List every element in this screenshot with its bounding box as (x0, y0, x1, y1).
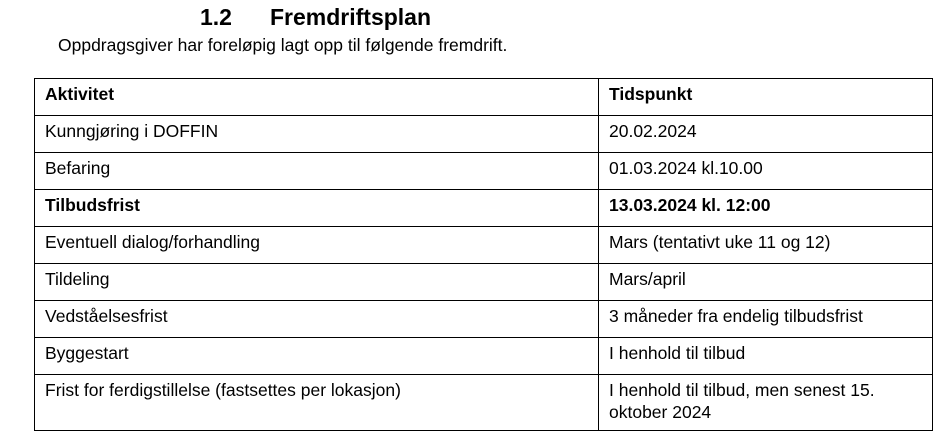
table-row (35, 190, 933, 227)
section-number: 1.2 (200, 4, 232, 30)
intro-paragraph: Oppdragsgiver har foreløpig lagt opp til følgende fremdrift. (58, 35, 508, 55)
time-cell: I henhold til tilbud, men senest 15. oktober 2024 (599, 375, 933, 431)
table-row (35, 338, 933, 375)
time-cell: 20.02.2024 (599, 116, 933, 153)
table-row (35, 375, 933, 431)
section-heading (200, 2, 431, 32)
schedule-table (34, 78, 933, 431)
activity-cell: Frist for ferdigstillelse (fastsettes per lokasjon) (35, 375, 599, 431)
activity-cell: Byggestart (35, 338, 599, 375)
time-cell: Mars (tentativt uke 11 og 12) (599, 227, 933, 264)
table-row (35, 153, 933, 190)
section-title: Fremdriftsplan (270, 4, 432, 30)
table-row (35, 301, 933, 338)
time-cell: 13.03.2024 kl. 12:00 (599, 190, 933, 227)
activity-cell: Tildeling (35, 264, 599, 301)
activity-cell: Kunngjøring i DOFFIN (35, 116, 599, 153)
time-cell: Mars/april (599, 264, 933, 301)
time-cell: I henhold til tilbud (599, 338, 933, 375)
time-cell: 3 måneder fra endelig tilbudsfrist (599, 301, 933, 338)
header-time: Tidspunkt (599, 79, 933, 116)
time-cell: 01.03.2024 kl.10.00 (599, 153, 933, 190)
header-activity: Aktivitet (35, 79, 599, 116)
table-row (35, 227, 933, 264)
table-row (35, 264, 933, 301)
table-header-row (35, 79, 933, 116)
activity-cell: Tilbudsfrist (35, 190, 599, 227)
activity-cell: Vedståelsesfrist (35, 301, 599, 338)
activity-cell: Eventuell dialog/forhandling (35, 227, 599, 264)
activity-cell: Befaring (35, 153, 599, 190)
table-row (35, 116, 933, 153)
